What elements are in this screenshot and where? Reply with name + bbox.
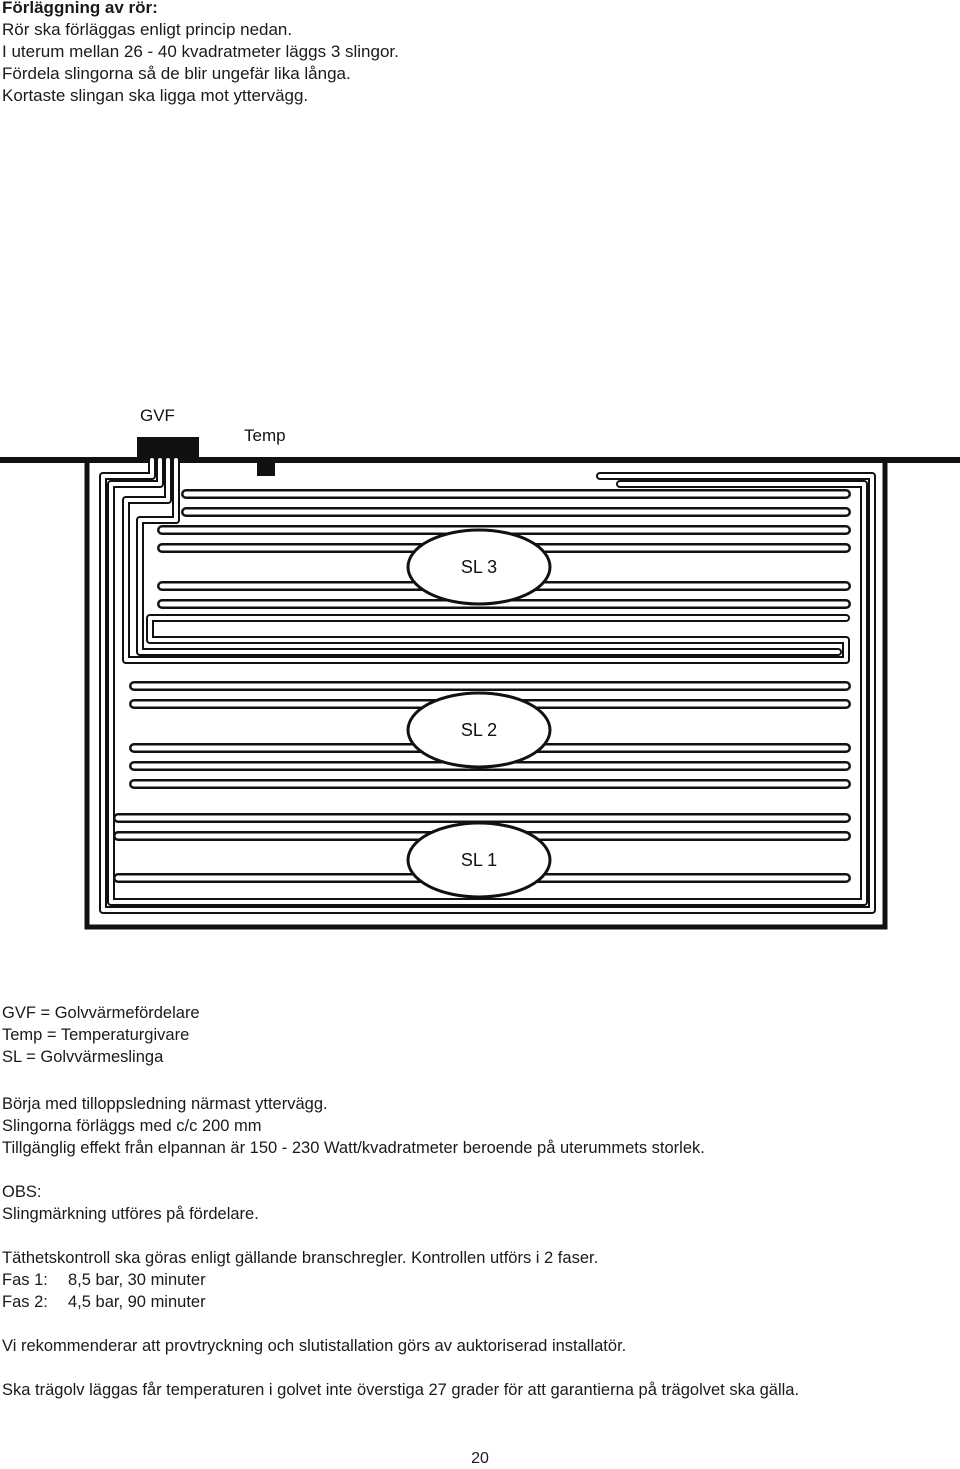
loop-label: SL 1 bbox=[460, 850, 498, 870]
intro-block bbox=[2, 0, 399, 107]
legend-item: SL = Golvvärmeslinga bbox=[2, 1048, 164, 1066]
phase-row bbox=[2, 1291, 799, 1313]
wood-floor-text: Ska trägolv läggas får temperaturen i golvet inte överstiga 27 grader för att garantierna på trägolvet ska gälla. bbox=[2, 1381, 800, 1399]
note-line: Tillgänglig effekt från elpannan är 150 - 230 Watt/kvadratmeter beroende på uterummets storlek. bbox=[2, 1139, 705, 1157]
phase-value: 8,5 bar, 30 minuter bbox=[68, 1271, 206, 1289]
obs-text: Slingmärkning utföres på fördelare. bbox=[2, 1205, 259, 1223]
temp-label: Temp bbox=[244, 426, 286, 445]
floor-heating-diagram bbox=[0, 395, 960, 940]
phase-label: Fas 1: bbox=[2, 1271, 48, 1289]
loop-sl3 bbox=[408, 530, 550, 604]
intro-line: Fördela slingorna så de blir ungefär lika långa. bbox=[2, 64, 351, 83]
section-heading: Förläggning av rör: bbox=[2, 0, 158, 17]
legend bbox=[2, 1002, 200, 1068]
obs-title: OBS: bbox=[2, 1183, 42, 1201]
phase-value: 4,5 bar, 90 minuter bbox=[68, 1293, 206, 1311]
phase-row bbox=[2, 1269, 799, 1291]
intro-line: Rör ska förläggas enligt princip nedan. bbox=[2, 20, 293, 39]
intro-line: Kortaste slingan ska ligga mot yttervägg. bbox=[2, 86, 309, 105]
loop-label: SL 2 bbox=[460, 720, 498, 740]
notes bbox=[2, 1093, 799, 1401]
temp-sensor-box bbox=[257, 462, 275, 476]
legend-item: GVF = Golvvärmefördelare bbox=[2, 1004, 200, 1022]
legend-item: Temp = Temperaturgivare bbox=[2, 1026, 190, 1044]
loop-sl2 bbox=[408, 693, 550, 767]
gvf-label: GVF bbox=[140, 406, 175, 425]
loop-sl1 bbox=[408, 823, 550, 897]
page-number: 20 bbox=[471, 1450, 489, 1467]
intro-line: I uterum mellan 26 - 40 kvadratmeter läggs 3 slingor. bbox=[2, 42, 399, 61]
note-line: Slingorna förläggs med c/c 200 mm bbox=[2, 1117, 262, 1135]
recommendation-text: Vi rekommenderar att provtryckning och slutistallation görs av auktoriserad installatör. bbox=[2, 1337, 627, 1355]
pressure-test-text: Täthetskontroll ska göras enligt gällande branschregler. Kontrollen utförs i 2 faser. bbox=[2, 1249, 599, 1267]
loop-label: SL 3 bbox=[460, 557, 498, 577]
note-line: Börja med tilloppsledning närmast yttervägg. bbox=[2, 1095, 328, 1113]
phase-label: Fas 2: bbox=[2, 1293, 48, 1311]
manifold-box bbox=[137, 437, 199, 458]
